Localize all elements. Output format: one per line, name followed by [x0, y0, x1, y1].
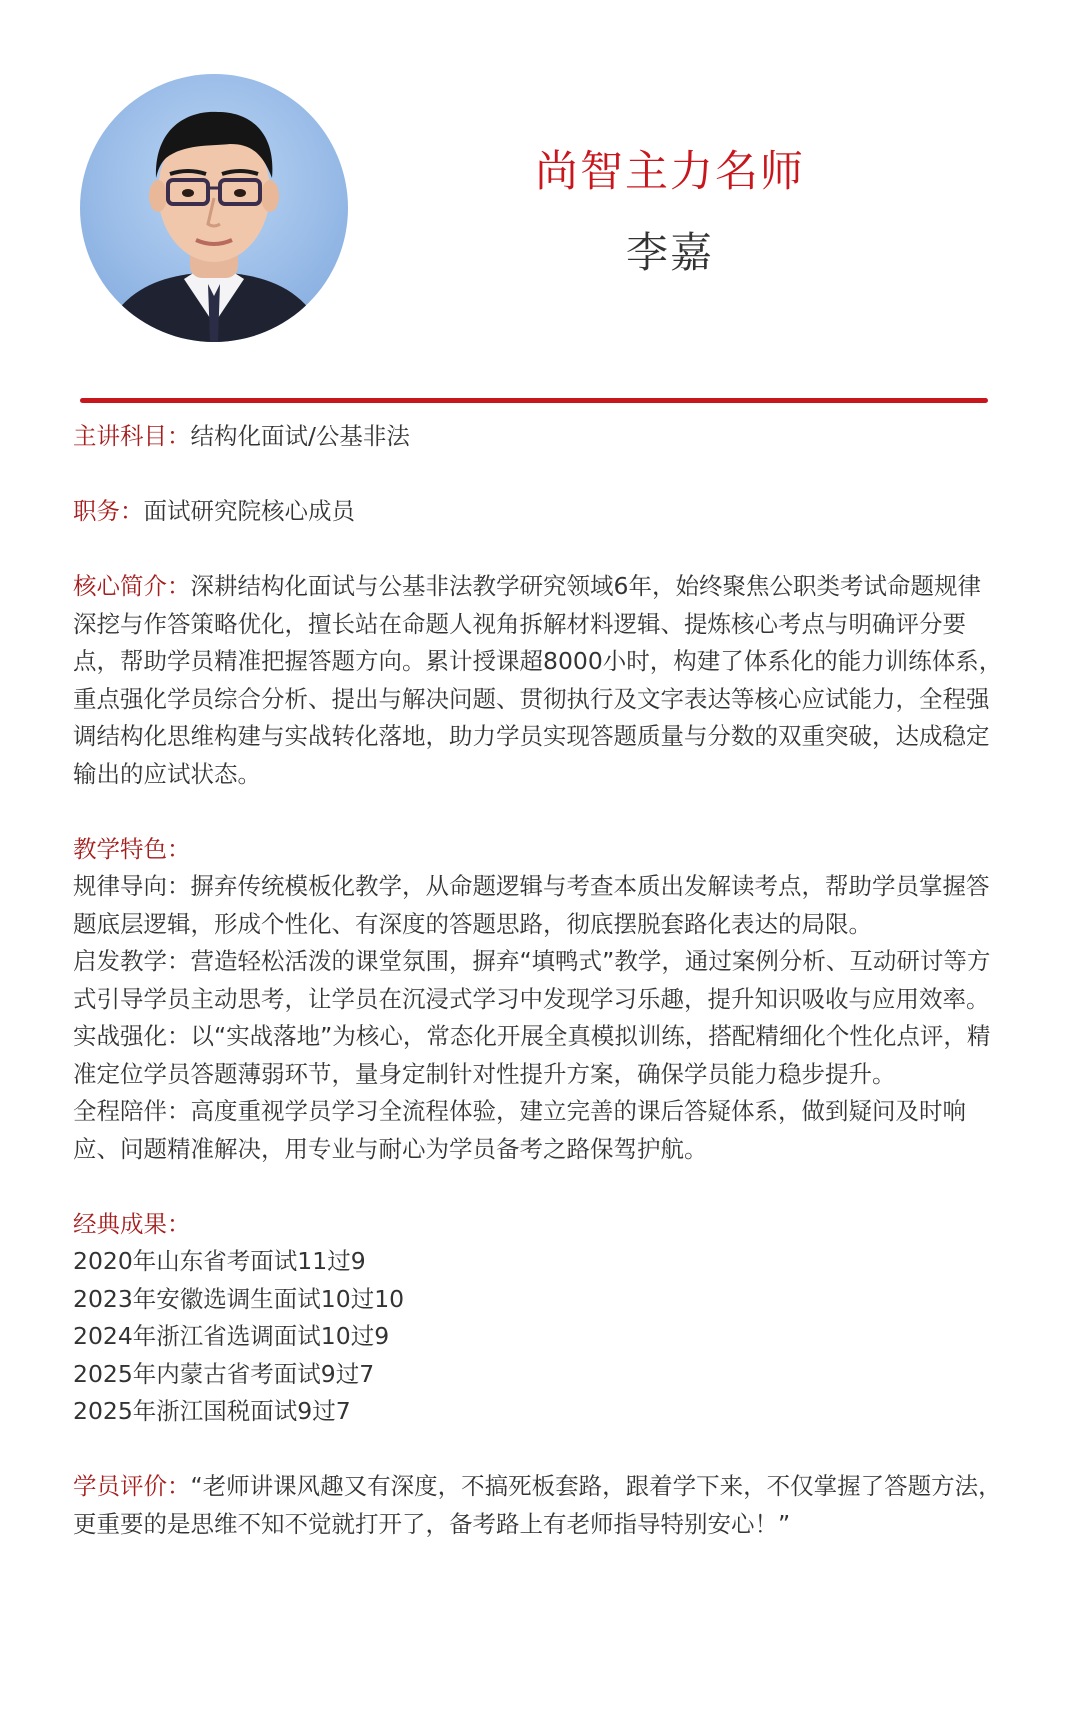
- features-label: 教学特色：: [73, 834, 191, 863]
- achievements-heading: [73, 1206, 1003, 1244]
- achievement-item: 2023年安徽选调生面试10过10: [73, 1284, 405, 1313]
- achievement-item: 2020年山东省考面试11过9: [73, 1247, 366, 1275]
- intro-row: [73, 568, 1003, 793]
- header-divider: [80, 398, 988, 403]
- feature-item: 全程陪伴：高度重视学员学习全流程体验，建立完善的课后答疑体系，做到疑问及时响应、问题精准解决，用专业与耐心为学员备考之路保驾护航。: [73, 1097, 966, 1163]
- review-row: [73, 1468, 1003, 1543]
- subject-row: [73, 418, 1003, 456]
- achievements-label: 经典成果：: [73, 1209, 191, 1238]
- intro-label: 核心简介：: [73, 572, 191, 600]
- feature-item: 启发教学：营造轻松活泼的课堂氛围，摒弃“填鸭式”教学，通过案例分析、互动研讨等方式引导学员主动思考，让学员在沉浸式学习中发现学习乐趣，提升知识吸收与应用效率。: [73, 947, 991, 1013]
- teacher-portrait-image: [80, 74, 348, 342]
- subject-value: 结构化面试/公基非法: [190, 422, 410, 450]
- feature-item: 实战强化：以“实战落地”为核心，常态化开展全真模拟训练，搭配精细化个性化点评，精准定位学员答题薄弱环节，量身定制针对性提升方案，确保学员能力稳步提升。: [73, 1022, 991, 1088]
- achievement-item: 2024年浙江省选调面试10过9: [73, 1322, 390, 1350]
- review-value: “老师讲课风趣又有深度，不搞死板套路，跟着学下来，不仅掌握了答题方法，更重要的是思维不知不觉就打开了，备考路上有老师指导特别安心！”: [73, 1472, 1002, 1538]
- position-label: 职务：: [73, 497, 144, 525]
- achievement-item: 2025年内蒙古省考面试9过7: [73, 1359, 375, 1388]
- features-heading: [73, 831, 1003, 869]
- review-label: 学员评价：: [73, 1472, 191, 1500]
- subject-label: 主讲科目：: [73, 422, 191, 450]
- feature-item: 规律导向：摒弃传统模板化教学，从命题逻辑与考查本质出发解读考点，帮助学员掌握答题底层逻辑，形成个性化、有深度的答题思路，彻底摆脱套路化表达的局限。: [73, 872, 990, 938]
- teacher-avatar: [80, 74, 348, 342]
- profile-content: [73, 418, 1003, 1543]
- achievement-item: 2025年浙江国税面试9过7: [73, 1397, 351, 1425]
- teacher-name: 李嘉: [625, 228, 714, 277]
- position-value: 面试研究院核心成员: [143, 497, 355, 525]
- intro-value: 深耕结构化面试与公基非法教学研究领域6年，始终聚焦公职类考试命题规律深挖与作答策略优化，擅长站在命题人视角拆解材料逻辑、提炼核心考点与明确评分要点，帮助学员精准把握答题方向。累计授课超8000小时，构建了体系化的能力训练体系，重点强化学员综合分析、提出与解决问题、贯彻执行及文字表达等核心应试能力，全程强调结构化思维构建与实战转化落地，助力学员实现答题质量与分数的双重突破，达成稳定输出的应试状态。: [73, 572, 1003, 788]
- position-row: [73, 493, 1003, 531]
- brand-title: 尚智主力名师: [535, 147, 805, 197]
